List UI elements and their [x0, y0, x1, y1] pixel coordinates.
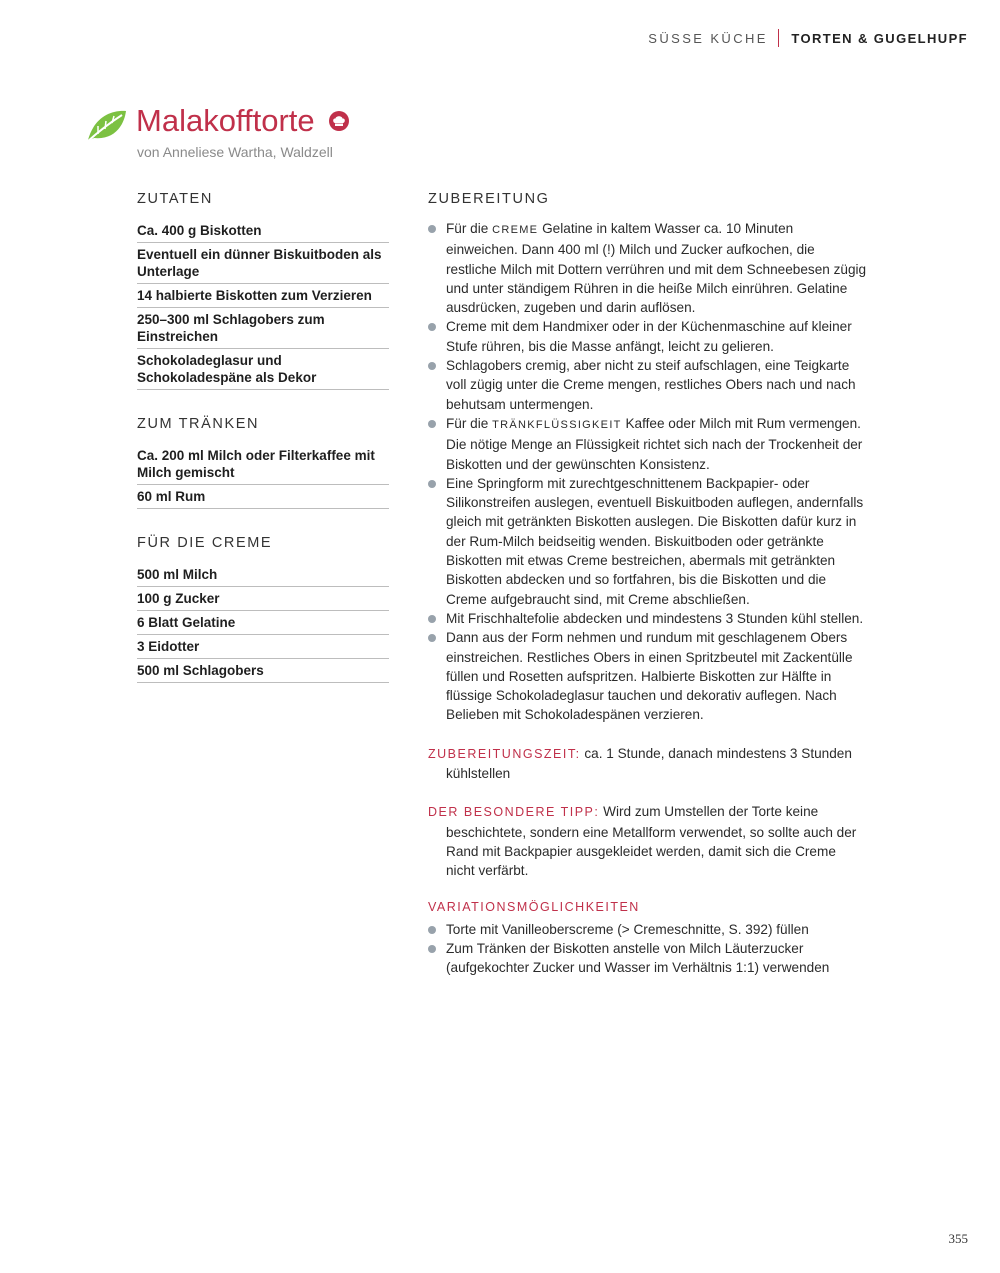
bullet-icon	[428, 323, 436, 331]
step-keyword: TRÄNKFLÜSSIGKEIT	[492, 418, 622, 431]
bullet-icon	[428, 615, 436, 623]
bullet-icon	[428, 362, 436, 370]
step-text: Gelatine in kaltem Wasser ca. 10 Minuten einweichen. Dann 400 ml (!) Milch und Zucker aufkochen, die restliche Milch mit Dottern verrühren und mit dem Schneebesen zügig und unter ständigem Rühren in die heiße Milch einrühren. Gelatine ausdrücken, zugeben und darin auflösen.	[446, 221, 867, 316]
prep-time-note	[428, 744, 868, 784]
step-item	[428, 219, 868, 317]
tip-text: Wird zum Umstellen der Torte keine beschichtete, sondern eine Metallform verwendet, so sollte auch der Rand mit Backpapier ausgekleidet werden, damit sich die Creme nicht verfärbt.	[446, 804, 857, 879]
step-item	[428, 474, 868, 609]
soaking-list	[137, 444, 389, 509]
step-keyword: CREME	[492, 224, 539, 236]
ingredient-item: Eventuell ein dünner Biskuitboden als Unterlage	[137, 243, 389, 284]
running-header	[648, 29, 968, 47]
cream-list	[137, 563, 389, 683]
header-divider	[778, 29, 780, 47]
cream-heading: FÜR DIE CREME	[137, 535, 273, 551]
ingredient-item: 60 ml Rum	[137, 485, 389, 509]
step-text: Kaffee oder Milch mit Rum vermengen. Die nötige Menge an Flüssigkeit richtet sich nach der Trockenheit der Biskotten und der gewünschten Konsistenz.	[446, 415, 863, 472]
ingredient-item: 100 g Zucker	[137, 587, 389, 611]
prep-time-text: ca. 1 Stunde, danach mindestens 3 Stunden kühlstellen	[446, 745, 852, 782]
step-item	[428, 628, 868, 724]
ingredient-item: 3 Eidotter	[137, 635, 389, 659]
page-number: 355	[948, 1231, 968, 1246]
step-text: Für die	[446, 221, 493, 236]
ingredients-column	[137, 191, 389, 709]
step-item	[428, 609, 868, 628]
ingredient-item: 250–300 ml Schlagobers zum Einstreichen	[137, 308, 389, 349]
recipe-title: Malakofftorte	[136, 103, 315, 138]
chef-hat-icon	[329, 111, 349, 131]
bullet-icon	[428, 225, 436, 233]
chapter-name: TORTEN & GUGELHUPF	[791, 30, 968, 46]
variation-text: Torte mit Vanilleoberscreme (> Cremeschnitte, S. 392) füllen	[446, 921, 809, 937]
step-text: Für die	[446, 415, 493, 431]
ingredient-item: Schokoladeglasur und Schokoladespäne als Dekor	[137, 349, 389, 390]
step-text: Mit Frischhaltefolie abdecken und mindestens 3 Stunden kühl stellen.	[446, 610, 864, 626]
recipe-author: von Anneliese Wartha, Waldzell	[137, 144, 333, 160]
variation-item	[428, 920, 868, 939]
ingredient-item: 500 ml Schlagobers	[137, 659, 389, 683]
bullet-icon	[428, 945, 436, 953]
tip-note	[428, 802, 868, 880]
variations-list	[428, 920, 868, 978]
bullet-icon	[428, 420, 436, 428]
step-text: Eine Springform mit zurechtgeschnittenem Backpapier- oder Silikonstreifen auslegen, eventuell Biskuitboden auflegen, andernfalls gleich mit getränkten Biskotten auslegen. Die Biskotten dafür kurz in der Rum-Milch beidseitig wenden. Biskuitboden oder getränkte Biskotten mit etwas Creme bestreichen, abermals mit getränkten Biskotten abdecken und so fortfahren, bis die Biskotten und die Creme aufgebraucht sind, mit Creme abschließen.	[446, 475, 864, 607]
variation-item	[428, 939, 868, 978]
ingredient-item: Ca. 400 g Biskotten	[137, 219, 389, 243]
step-text: Dann aus der Form nehmen und rundum mit geschlagenem Obers einstreichen. Restliches Obers in einen Spritzbeutel mit Zackentülle füllen und Rosetten aufspritzen. Halbierte Biskotten zur Hälfte in flüssige Schokoladeglasur tauchen und dekorativ auflegen. Nach Belieben mit Schokoladespänen verzieren.	[446, 630, 853, 723]
bullet-icon	[428, 480, 436, 488]
ingredient-item: Ca. 200 ml Milch oder Filterkaffee mit Milch gemischt	[137, 444, 389, 485]
ingredient-item: 14 halbierte Biskotten zum Verzieren	[137, 284, 389, 308]
step-text: Creme mit dem Handmixer oder in der Küchenmaschine auf kleiner Stufe rühren, bis die Masse anfängt, leicht zu gelieren.	[446, 319, 852, 354]
preparation-column	[428, 191, 868, 977]
bullet-icon	[428, 634, 436, 642]
bullet-icon	[428, 926, 436, 934]
leaf-icon	[84, 108, 128, 144]
prep-time-label: ZUBEREITUNGSZEIT:	[428, 746, 581, 761]
ingredient-item: 6 Blatt Gelatine	[137, 611, 389, 635]
ingredients-list	[137, 219, 389, 390]
section-name: SÜSSE KÜCHE	[648, 30, 768, 46]
ingredients-heading: ZUTATEN	[137, 191, 213, 207]
preparation-steps	[428, 219, 868, 725]
variation-text: Zum Tränken der Biskotten anstelle von Milch Läuterzucker (aufgekochter Zucker und Wasser im Verhältnis 1:1) verwenden	[446, 940, 830, 976]
step-item	[428, 317, 868, 356]
recipe-title-row	[136, 103, 349, 139]
variations-heading: VARIATIONSMÖGLICHKEITEN	[428, 899, 640, 914]
soaking-heading: ZUM TRÄNKEN	[137, 416, 260, 432]
preparation-heading: ZUBEREITUNG	[428, 191, 550, 207]
step-item	[428, 356, 868, 414]
ingredient-item: 500 ml Milch	[137, 563, 389, 587]
step-item	[428, 414, 868, 474]
tip-label: DER BESONDERE TIPP:	[428, 805, 600, 820]
step-text: Schlagobers cremig, aber nicht zu steif aufschlagen, eine Teigkarte voll zügig unter die Creme mengen, restliches Obers nach und nach behutsam untermengen.	[446, 358, 856, 412]
